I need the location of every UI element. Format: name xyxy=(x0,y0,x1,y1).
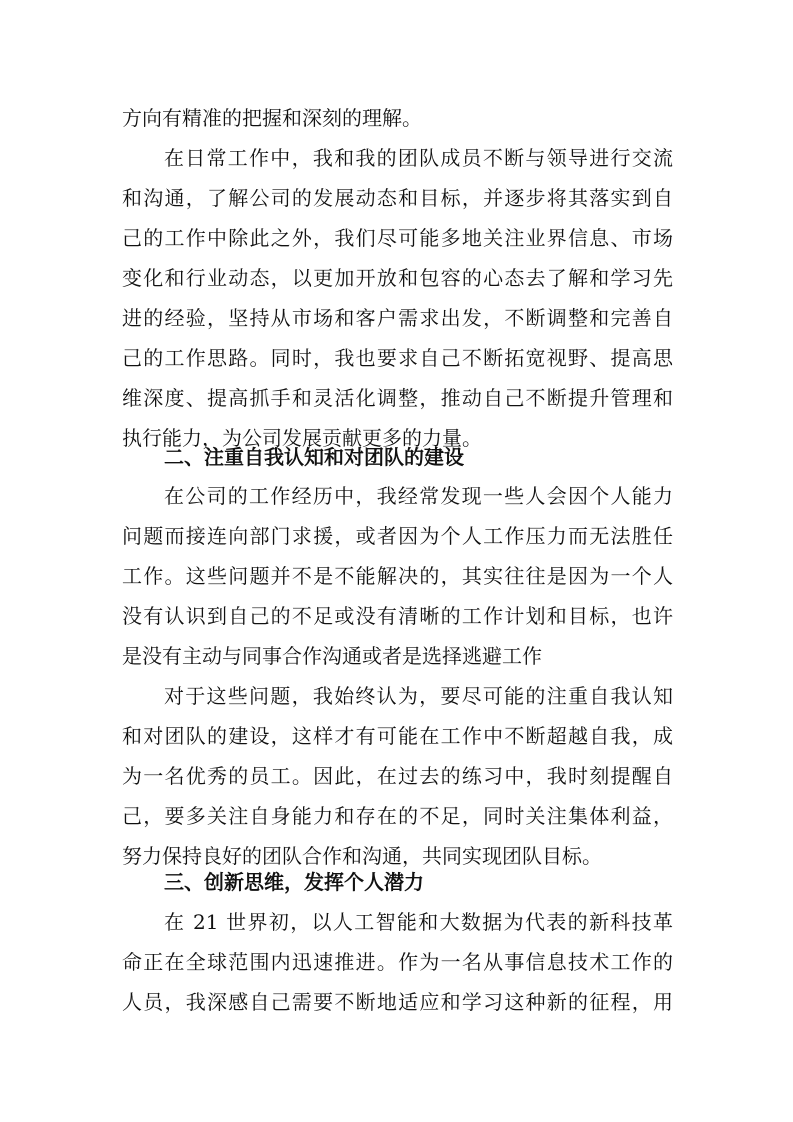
body-text-line: 命正在全球范围内迅速推进。作为一名从事信息技术工作的 xyxy=(122,950,673,974)
body-text-line: 工作。这些问题并不是不能解决的，其实往往是因为一个人 xyxy=(122,564,673,588)
body-text-line: 是没有主动与同事合作沟通或者是选择逃避工作 xyxy=(122,644,542,668)
body-text-line: 方向有精准的把握和深刻的理解。 xyxy=(122,106,422,130)
body-text-line: 进的经验，坚持从市场和客户需求出发，不断调整和完善自 xyxy=(122,306,673,330)
body-text-line: 对于这些问题，我始终认为，要尽可能的注重自我认知 xyxy=(164,684,673,708)
body-text-line: 在 21 世界初，以人工智能和大数据为代表的新科技革 xyxy=(164,910,673,934)
body-text-line: 己的工作中除此之外，我们尽可能多地关注业界信息、市场 xyxy=(122,226,673,250)
body-text-line: 在日常工作中，我和我的团队成员不断与领导进行交流 xyxy=(164,146,673,170)
body-text-line: 变化和行业动态，以更加开放和包容的心态去了解和学习先 xyxy=(122,266,673,290)
body-text-line: 问题而接连向部门求援，或者因为个人工作压力而无法胜任 xyxy=(122,524,673,548)
body-text-line: 努力保持良好的团队合作和沟通，共同实现团队目标。 xyxy=(122,844,602,868)
body-text-line: 在公司的工作经历中，我经常发现一些人会因个人能力 xyxy=(164,484,673,508)
body-text-line: 己，要多关注自身能力和存在的不足，同时关注集体利益， xyxy=(122,804,673,828)
body-text-line: 维深度、提高抓手和灵活化调整，推动自己不断提升管理和 xyxy=(122,386,673,410)
body-text-line: 己的工作思路。同时，我也要求自己不断拓宽视野、提高思 xyxy=(122,346,673,370)
body-text-line: 人员，我深感自己需要不断地适应和学习这种新的征程，用 xyxy=(122,990,673,1014)
body-text-line: 没有认识到自己的不足或没有清晰的工作计划和目标，也许 xyxy=(122,604,673,628)
section-heading: 二、注重自我认知和对团队的建设 xyxy=(164,445,464,469)
body-text-line: 为一名优秀的员工。因此，在过去的练习中，我时刻提醒自 xyxy=(122,764,673,788)
body-text-line: 和对团队的建设，这样才有可能在工作中不断超越自我，成 xyxy=(122,724,673,748)
section-heading: 三、创新思维，发挥个人潜力 xyxy=(164,870,424,894)
body-text-line: 执行能力，为公司发展贡献更多的力量。 xyxy=(122,426,482,450)
body-text-line: 和沟通，了解公司的发展动态和目标，并逐步将其落实到自 xyxy=(122,186,673,210)
